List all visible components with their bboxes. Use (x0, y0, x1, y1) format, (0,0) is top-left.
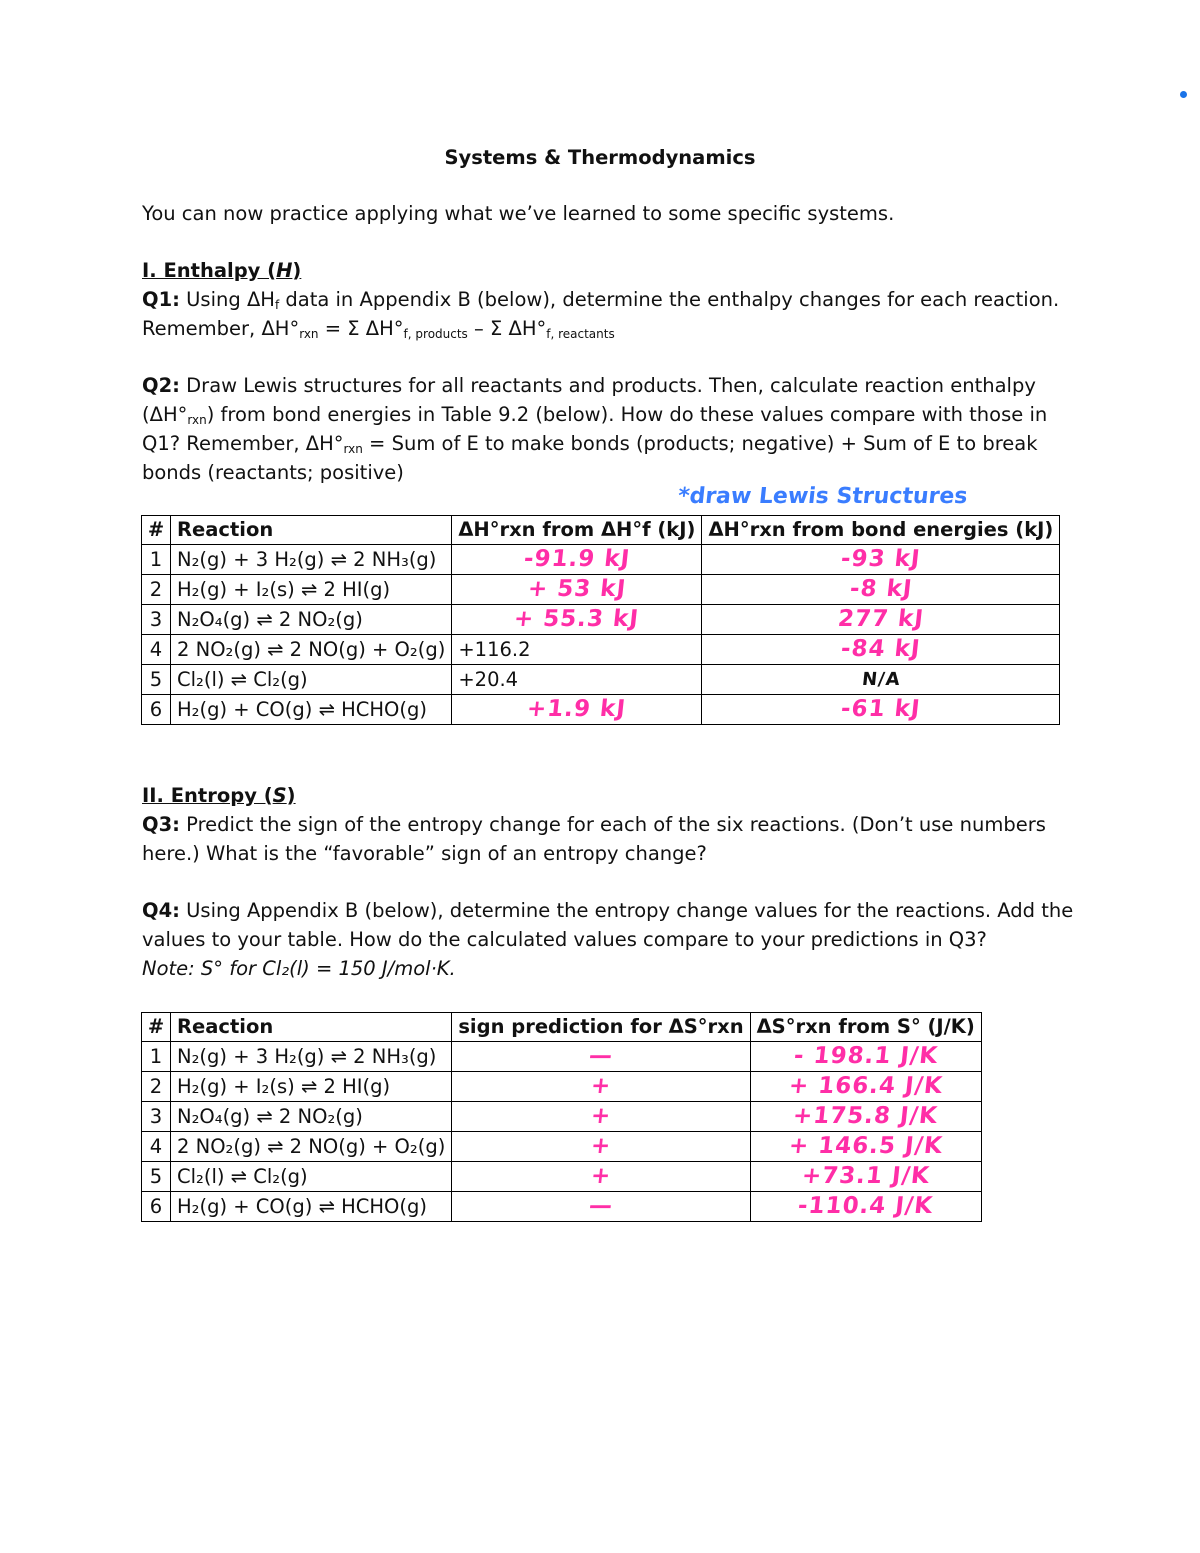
table-header-row (142, 516, 1060, 545)
row-reaction: Cl₂(l) ⇌ Cl₂(g) (171, 665, 452, 695)
q3-line-2: here.) What is the “favorable” sign of an entropy change? (142, 842, 707, 865)
enthalpy-table (141, 515, 1060, 725)
table-row (142, 1132, 982, 1162)
handwritten-value: + 146.5 J/K (787, 1133, 944, 1160)
row-num: 1 (142, 545, 171, 575)
row-reaction: N₂(g) + 3 H₂(g) ⇌ 2 NH₃(g) (171, 1042, 452, 1072)
table-header-row (142, 1013, 982, 1042)
handwritten-sign: — (587, 1043, 615, 1070)
header-reaction: Reaction (171, 1013, 452, 1042)
row-num: 2 (142, 1072, 171, 1102)
table-row (142, 605, 1060, 635)
row-num: 4 (142, 635, 171, 665)
handwritten-value: -93 kJ (839, 546, 922, 573)
handwritten-value: -91.9 kJ (522, 546, 632, 573)
table-row (142, 635, 1060, 665)
handwritten-value: -110.4 J/K (796, 1193, 935, 1220)
table-row (142, 575, 1060, 605)
row-reaction: H₂(g) + CO(g) ⇌ HCHO(g) (171, 1192, 452, 1222)
header-entropy-value: ΔS°rxn from S° (J/K) (750, 1013, 981, 1042)
row-num: 1 (142, 1042, 171, 1072)
row-num: 6 (142, 1192, 171, 1222)
q1-text: Q1: Using $\Delta H_f$ data in Appendix B (below), determine the enthalpy changes for each reaction. (142, 288, 1060, 312)
intro-text: You can now practice applying what we’ve learned to some specific systems. (142, 202, 895, 225)
row-num: 5 (142, 665, 171, 695)
entropy-table (141, 1012, 982, 1222)
handwritten-value: N/A (860, 669, 902, 691)
handwritten-sign: + (589, 1073, 613, 1100)
table-row (142, 1192, 982, 1222)
q4-note: Note: S° for Cl₂(l) = 150 J/mol·K. (142, 957, 456, 980)
handwritten-value: + 53 kJ (526, 576, 628, 603)
printed-value: +20.4 (452, 665, 702, 695)
handwritten-sign: + (589, 1133, 613, 1160)
handwritten-sign: — (587, 1193, 615, 1220)
row-reaction: 2 NO₂(g) ⇌ 2 NO(g) + O₂(g) (171, 635, 452, 665)
row-num: 6 (142, 695, 171, 725)
printed-value: +116.2 (452, 635, 702, 665)
row-reaction: H₂(g) + I₂(s) ⇌ 2 HI(g) (171, 1072, 452, 1102)
row-reaction: N₂O₄(g) ⇌ 2 NO₂(g) (171, 1102, 452, 1132)
handwritten-sign: + (589, 1163, 613, 1190)
handwritten-value: +175.8 J/K (791, 1103, 940, 1130)
row-reaction: N₂(g) + 3 H₂(g) ⇌ 2 NH₃(g) (171, 545, 452, 575)
section-entropy-heading: II. Entropy (S) (142, 784, 296, 807)
q2-line-2: $(\Delta H^\circ_{rxn})$ from bond energies in Table 9.2 (below). How do these values compare with those in (142, 403, 1048, 427)
table-row (142, 1162, 982, 1192)
q4-line-1: Q4: Using Appendix B (below), determine the entropy change values for the reactions. Add the (142, 899, 1074, 922)
row-num: 4 (142, 1132, 171, 1162)
header-sign-prediction: sign prediction for ΔS°rxn (452, 1013, 750, 1042)
table-row (142, 545, 1060, 575)
handwritten-value: + 55.3 kJ (513, 606, 641, 633)
page-title: Systems & Thermodynamics (444, 146, 756, 169)
row-num: 3 (142, 605, 171, 635)
q2-line-3: Q1? Remember, $\Delta H^\circ_{rxn}$ = Sum of E to make bonds (products; negative) + Sum of E to break (142, 432, 1038, 456)
handwritten-value: +73.1 J/K (800, 1163, 931, 1190)
header-from-hf: ΔH°rxn from ΔH°f (kJ) (452, 516, 702, 545)
blue-dot-marker (1180, 91, 1187, 98)
handwritten-value: + 166.4 J/K (787, 1073, 944, 1100)
q1-remember-formula: Remember, $\Delta H^\circ_{rxn} = \Sigma$ $\Delta H^\circ_{f, products}$ – Σ $\Delta H^\circ_{f, reactants}$ (142, 317, 615, 341)
table-row (142, 1102, 982, 1132)
q3-line-1: Q3: Predict the sign of the entropy change for each of the six reactions. (Don’t use numbers (142, 813, 1046, 836)
header-num: # (142, 1013, 171, 1042)
row-reaction: H₂(g) + I₂(s) ⇌ 2 HI(g) (171, 575, 452, 605)
handwritten-value: -8 kJ (848, 576, 914, 603)
row-num: 3 (142, 1102, 171, 1132)
q4-line-2: values to your table. How do the calculated values compare to your predictions in Q3? (142, 928, 987, 951)
table-row (142, 695, 1060, 725)
q2-line-1: Q2: Draw Lewis structures for all reactants and products. Then, calculate reaction enthalpy (142, 374, 1036, 397)
handwritten-value: - 198.1 J/K (792, 1043, 940, 1070)
header-reaction: Reaction (171, 516, 452, 545)
q2-line-4: bonds (reactants; positive) (142, 461, 404, 484)
row-reaction: H₂(g) + CO(g) ⇌ HCHO(g) (171, 695, 452, 725)
header-from-bond: ΔH°rxn from bond energies (kJ) (702, 516, 1060, 545)
table-row (142, 1072, 982, 1102)
row-reaction: Cl₂(l) ⇌ Cl₂(g) (171, 1162, 452, 1192)
header-num: # (142, 516, 171, 545)
handwritten-value: -61 kJ (839, 696, 922, 723)
row-num: 2 (142, 575, 171, 605)
table-row (142, 665, 1060, 695)
row-num: 5 (142, 1162, 171, 1192)
handwritten-value: 277 kJ (836, 606, 926, 633)
handwritten-sign: + (589, 1103, 613, 1130)
table-row (142, 1042, 982, 1072)
row-reaction: N₂O₄(g) ⇌ 2 NO₂(g) (171, 605, 452, 635)
handwritten-note-lewis: *draw Lewis Structures (676, 484, 969, 509)
handwritten-value: +1.9 kJ (526, 696, 628, 723)
section-enthalpy-heading: I. Enthalpy (H) (142, 259, 302, 282)
row-reaction: 2 NO₂(g) ⇌ 2 NO(g) + O₂(g) (171, 1132, 452, 1162)
handwritten-value: -84 kJ (839, 636, 922, 663)
